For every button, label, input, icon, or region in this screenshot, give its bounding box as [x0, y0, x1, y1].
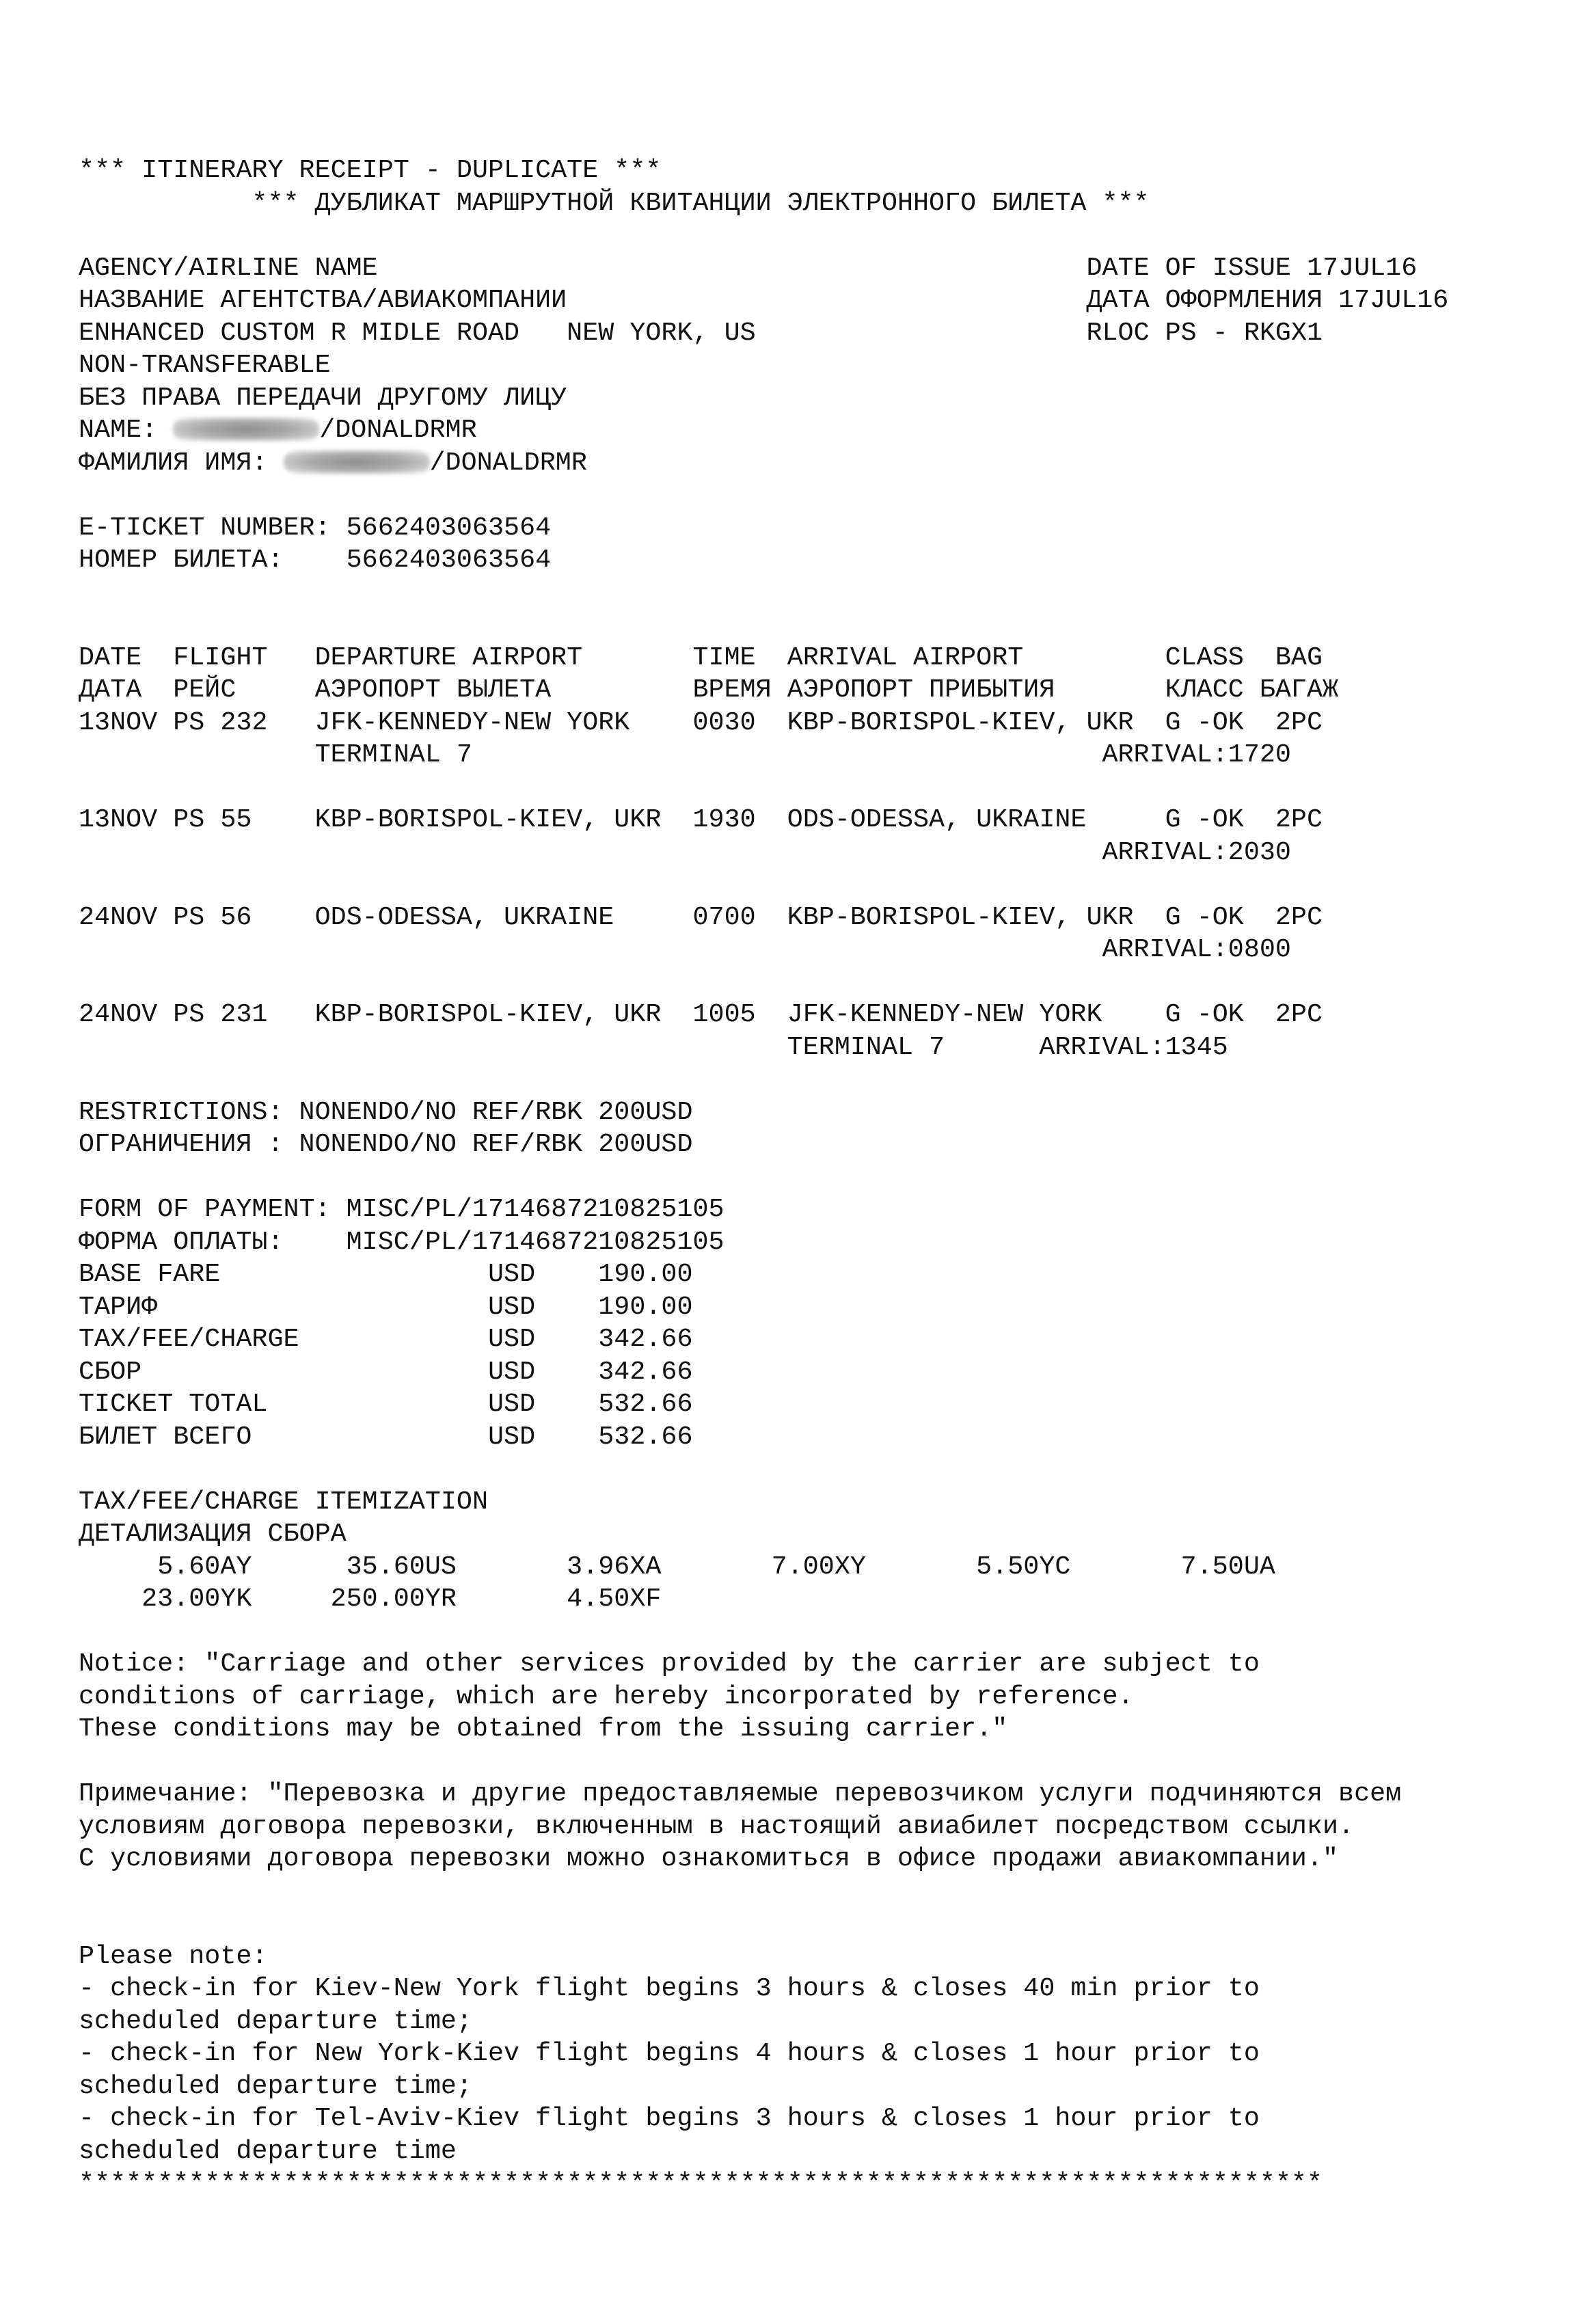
date-of-issue-ru: ДАТА ОФОРМЛЕНИЯ 17JUL16: [1086, 285, 1449, 315]
form-of-payment-ru: ФОРМА ОПЛАТЫ: MISC/PL/1714687210825105: [79, 1226, 724, 1257]
agency-label-ru-row: [79, 284, 1548, 317]
passenger-name-ru-row: [79, 447, 1548, 480]
blank-line: [79, 1161, 1548, 1194]
itemization-row: 23.00YK 250.00YR 4.50XF: [79, 1584, 662, 1614]
base-fare-en: BASE FARE USD 190.00: [79, 1259, 693, 1289]
please-note-line: scheduled departure time;: [79, 2005, 472, 2036]
flight-row: 24NOV PS 231 KBP-BORISPOL-KIEV, UKR 1005 JFK-KENNEDY-NEW YORK G -OK 2PC: [79, 999, 1323, 1029]
passenger-name-row: [79, 414, 1548, 447]
itemization-title-ru: ДЕТАЛИЗАЦИЯ СБОРА: [79, 1519, 347, 1549]
please-note-line: scheduled departure time: [79, 2135, 457, 2166]
blank-line: [79, 609, 1548, 642]
flight-row-detail: ARRIVAL:2030: [79, 837, 1291, 867]
blank-line: [79, 869, 1548, 902]
receipt-title-ru-text: *** ДУБЛИКАТ МАРШРУТНОЙ КВИТАНЦИИ ЭЛЕКТРОННОГО БИЛЕТА ***: [252, 187, 1150, 218]
agency-label-en: AGENCY/AIRLINE NAME: [79, 252, 378, 283]
please-note-line: - check-in for New York-Kiev flight begins 4 hours & closes 1 hour prior to: [79, 2038, 1260, 2068]
blank-line: [79, 1616, 1548, 1649]
passenger-first-name: /DONALDRMR: [319, 415, 477, 445]
receipt-title-en: *** ITINERARY RECEIPT - DUPLICATE ***: [79, 155, 662, 185]
blank-line: [79, 479, 1548, 512]
flight-row: 24NOV PS 56 ODS-ODESSA, UKRAINE 0700 KBP-BORISPOL-KIEV, UKR G -OK 2PC: [79, 902, 1323, 932]
rloc: RLOC PS - RKGX1: [1086, 317, 1323, 348]
itinerary-receipt-document: [79, 154, 1548, 2200]
agency-label-ru: НАЗВАНИЕ АГЕНТСТВА/АВИАКОМПАНИИ: [79, 285, 567, 315]
base-fare-ru: ТАРИФ USD 190.00: [79, 1291, 693, 1322]
please-note-line: - check-in for Tel-Aviv-Kiev flight begins 3 hours & closes 1 hour prior to: [79, 2103, 1260, 2133]
ticket-total-en: TICKET TOTAL USD 532.66: [79, 1389, 693, 1419]
notice-ru-line: С условиями договора перевозки можно ознакомиться в офисе продажи авиакомпании.": [79, 1843, 1339, 1874]
tax-fee-charge-en: TAX/FEE/CHARGE USD 342.66: [79, 1324, 693, 1354]
flight-row: 13NOV PS 55 KBP-BORISPOL-KIEV, UKR 1930 ODS-ODESSA, UKRAINE G -OK 2PC: [79, 805, 1323, 835]
blank-line: [79, 1876, 1548, 1908]
receipt-title-ru: [79, 187, 1548, 220]
form-of-payment-en: FORM OF PAYMENT: MISC/PL/1714687210825105: [79, 1194, 724, 1224]
notice-ru-line: условиям договора перевозки, включенным в настоящий авиабилет посредством ссылки.: [79, 1811, 1355, 1841]
itemization-title-en: TAX/FEE/CHARGE ITEMIZATION: [79, 1486, 488, 1517]
non-transferable-ru: БЕЗ ПРАВА ПЕРЕДАЧИ ДРУГОМУ ЛИЦУ: [79, 382, 567, 413]
blank-line: [79, 577, 1548, 610]
tax-fee-charge-ru: СБОР USD 342.66: [79, 1356, 693, 1387]
flights-header-en: DATE FLIGHT DEPARTURE AIRPORT TIME ARRIVAL AIRPORT CLASS BAG: [79, 642, 1323, 673]
blank-line: [79, 1908, 1548, 1941]
flight-row: 13NOV PS 232 JFK-KENNEDY-NEW YORK 0030 KBP-BORISPOL-KIEV, UKR G -OK 2PC: [79, 707, 1323, 738]
ticket-total-ru: БИЛЕТ ВСЕГО USD 532.66: [79, 1421, 693, 1452]
agency-label-row: [79, 252, 1548, 285]
please-note-line: scheduled departure time;: [79, 2070, 472, 2101]
blank-line: [79, 772, 1548, 805]
notice-ru-line: Примечание: "Перевозка и другие предоставляемые перевозчиком услуги подчиняются всем: [79, 1779, 1402, 1809]
please-note-line: - check-in for Kiev-New York flight begins 3 hours & closes 40 min prior to: [79, 1973, 1260, 2003]
blank-line: [79, 1453, 1548, 1486]
name-label-ru: ФАМИЛИЯ ИМЯ:: [79, 447, 284, 478]
blank-line: [79, 1746, 1548, 1779]
passenger-first-name-ru: /DONALDRMR: [429, 447, 587, 478]
restrictions-en: RESTRICTIONS: NONENDO/NO REF/RBK 200USD: [79, 1096, 693, 1127]
eticket-number-en: E-TICKET NUMBER: 5662403063564: [79, 512, 552, 543]
eticket-number-ru: НОМЕР БИЛЕТА: 5662403063564: [79, 545, 552, 575]
footer-star-divider: *******************************************************************************: [79, 2168, 1323, 2198]
redacted-surname-ru: [284, 450, 430, 474]
agency-address: ENHANCED CUSTOM R MIDLE ROAD NEW YORK, US: [79, 317, 756, 348]
blank-line: [79, 219, 1548, 252]
date-of-issue-en: DATE OF ISSUE 17JUL16: [1086, 252, 1418, 283]
flight-row-detail: TERMINAL 7 ARRIVAL:1720: [79, 740, 1291, 770]
flight-row-detail: TERMINAL 7 ARRIVAL:1345: [79, 1031, 1228, 1062]
name-label-en: NAME:: [79, 415, 174, 445]
restrictions-ru: ОГРАНИЧЕНИЯ : NONENDO/NO REF/RBK 200USD: [79, 1129, 693, 1159]
non-transferable-en: NON-TRANSFERABLE: [79, 350, 331, 380]
flight-row-detail: ARRIVAL:0800: [79, 934, 1291, 964]
notice-en-line: conditions of carriage, which are hereby incorporated by reference.: [79, 1681, 1134, 1712]
notice-en-line: These conditions may be obtained from the issuing carrier.": [79, 1714, 1008, 1744]
blank-line: [79, 1064, 1548, 1096]
redacted-surname: [173, 418, 319, 441]
please-note-title: Please note:: [79, 1941, 268, 1971]
itemization-row: 5.60AY 35.60US 3.96XA 7.00XY 5.50YC 7.50UA: [79, 1551, 1275, 1582]
flights-header-ru: ДАТА РЕЙС АЭРОПОРТ ВЫЛЕТА ВРЕМЯ АЭРОПОРТ ПРИБЫТИЯ КЛАСС БАГАЖ: [79, 675, 1339, 705]
agency-address-row: [79, 317, 1548, 350]
notice-en-line: Notice: "Carriage and other services provided by the carrier are subject to: [79, 1649, 1260, 1679]
blank-line: [79, 967, 1548, 999]
